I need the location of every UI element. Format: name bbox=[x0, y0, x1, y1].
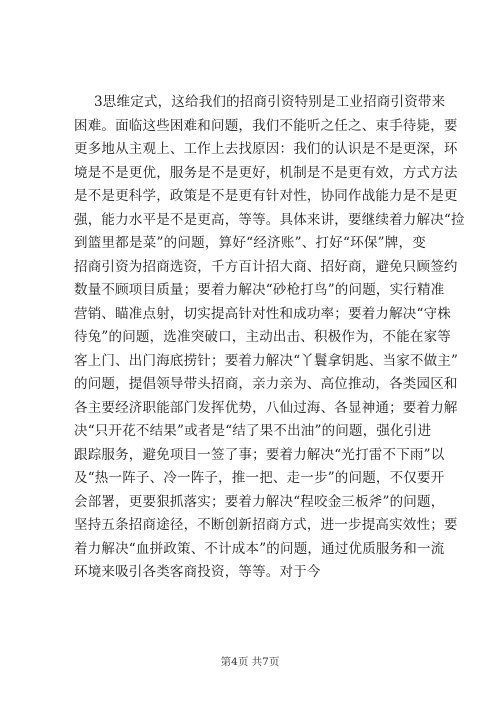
paragraph-line: 着力解决“血拼政策、不计成本”的问题，通过优质服务和一流 bbox=[74, 540, 445, 557]
paragraph-line: 强，能力水平是不是更高，等等。具体来讲，要继续着力解决“捡 bbox=[74, 211, 465, 228]
paragraph-line: 困难。面临这些困难和问题，我们不能听之任之、束手待毙，要 bbox=[74, 117, 458, 134]
paragraph-line: 数量不顾项目质量；要着力解决“砂枪打鸟”的问题，实行精准 bbox=[74, 282, 445, 298]
paragraph-line: 更多地从主观上、工作上去找原因：我们的认识是不是更深，环 bbox=[74, 141, 458, 157]
paragraph-line: 及“热一阵子、冷一阵子，推一把、走一步”的问题，不仅要开 bbox=[74, 470, 445, 486]
paragraph-line: 各主要经济职能部门发挥优势，八仙过海、各显神通；要着力解 bbox=[74, 399, 458, 416]
paragraph-line: 客上门、出门海底捞针；要着力解决“丫鬟拿钥匙、当家不做主” bbox=[74, 352, 459, 369]
paragraph-line: 招商引资为招商选资，千方百计招大商、招好商，避免只顾签约 bbox=[74, 258, 458, 275]
paragraph-line: 是不是更科学，政策是不是更有针对性，协同作战能力是不是更 bbox=[74, 188, 458, 204]
paragraph-line: 会部署，更要狠抓落实；要着力解决“程咬金三板斧”的问题， bbox=[74, 493, 445, 510]
paragraph-line: 到篮里都是菜”的问题，算好“经济账”、打好“环保”牌，变 bbox=[74, 235, 426, 251]
paragraph-line: 决“只开花不结果”或者是“结了果不出油”的问题，强化引进 bbox=[74, 423, 432, 439]
paragraph-line: 环境来吸引各类客商投资，等等。对于今 bbox=[74, 564, 321, 580]
paragraph-line: 坚持五条招商途径，不断创新招商方式，进一步提高实效性；要 bbox=[74, 517, 458, 533]
paragraph-line: 的问题，提倡领导带头招商，亲力亲为、高位推动，各类园区和 bbox=[74, 376, 458, 392]
paragraph-line: 3思维定式，这给我们的招商引资特别是工业招商引资带来 bbox=[94, 94, 446, 110]
paragraph-line: 营销、瞄准点射，切实提高针对性和成功率；要着力解决“守株 bbox=[74, 305, 452, 322]
body-paragraph bbox=[74, 91, 465, 585]
paragraph-line: 待兔”的问题，选准突破口，主动出击、积极作为，不能在家等 bbox=[74, 329, 452, 345]
page-footer: 第4页 共7页 bbox=[220, 656, 280, 668]
paragraph-line: 境是不是更优，服务是不是更好，机制是不是更有效，方式方法 bbox=[74, 164, 458, 181]
paragraph-line: 跟踪服务，避免项目一签了事；要着力解决“光打雷不下雨”以 bbox=[74, 446, 445, 463]
